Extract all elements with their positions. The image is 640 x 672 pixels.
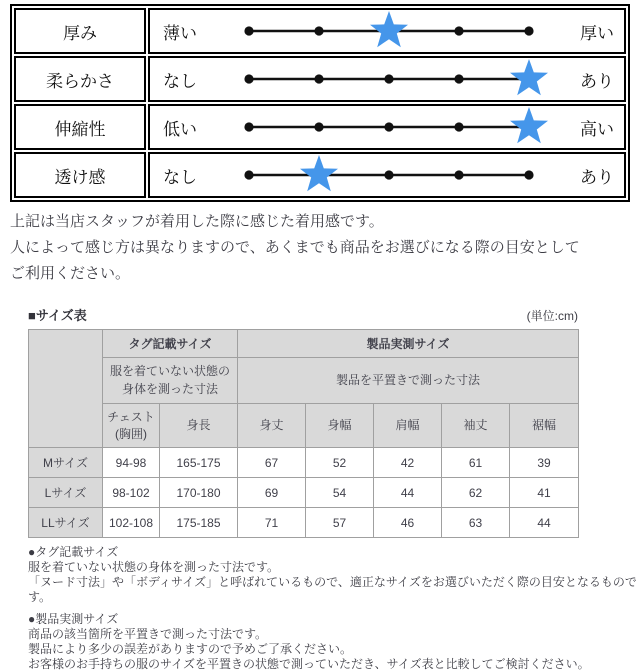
size-cell: 67	[238, 448, 306, 478]
size-cell: 94-98	[103, 448, 160, 478]
rating-dot	[384, 170, 393, 179]
rating-scale	[236, 106, 536, 148]
size-cell: 170-180	[160, 478, 238, 508]
rating-dot	[244, 170, 253, 179]
rating-dot	[454, 26, 463, 35]
measured-size-group-header: 製品実測サイズ	[238, 330, 579, 358]
note-heading: ●タグ記載サイズ	[28, 545, 119, 559]
feel-row-softness	[14, 56, 626, 102]
size-cell: 39	[510, 448, 579, 478]
scale-max-label: 厚い	[580, 23, 614, 43]
fit-note-line: ご利用ください。	[10, 265, 131, 282]
size-row-l	[29, 478, 579, 508]
col-header-chest: チェスト (胸囲)	[103, 404, 160, 448]
size-cell: 44	[374, 478, 442, 508]
fit-note-line: 人によって感じ方は異なりますので、あくまでも商品をお選びになる際の目安として	[10, 239, 580, 256]
rating-scale	[236, 154, 536, 196]
scale-min-label: なし	[163, 167, 197, 187]
rating-dot	[384, 122, 393, 131]
col-header-sleeve-length: 袖丈	[442, 404, 510, 448]
size-cell: 165-175	[160, 448, 238, 478]
note-line: お客様のお手持ちの服のサイズを平置きの状態で測っていただき、サイズ表と比較してご検討ください。	[28, 657, 590, 671]
rating-dot	[454, 74, 463, 83]
rating-dot	[454, 122, 463, 131]
size-cell: 42	[374, 448, 442, 478]
note-line: 製品により多少の誤差がありますので予めご了承ください。	[28, 642, 353, 656]
size-chart-unit: (単位:cm)	[526, 309, 578, 323]
col-header-body-width: 身幅	[306, 404, 374, 448]
scale-max-label: あり	[580, 167, 614, 187]
rating-scale	[236, 58, 536, 100]
scale-min-label: 低い	[163, 119, 197, 139]
rating-dot	[524, 26, 533, 35]
tag-size-subheader: 服を着ていない状態の身体を測った寸法	[103, 358, 238, 404]
scale-min-label: 薄い	[163, 23, 197, 43]
size-row-label: LLサイズ	[29, 508, 103, 538]
note-heading: ●製品実測サイズ	[28, 612, 119, 626]
col-header-height: 身長	[160, 404, 238, 448]
size-cell: 52	[306, 448, 374, 478]
size-cell: 102-108	[103, 508, 160, 538]
rating-dot	[244, 122, 253, 131]
rating-scale	[236, 10, 536, 52]
size-notes	[28, 545, 640, 672]
note-line: 商品の該当箇所を平置きで測った寸法です。	[28, 627, 268, 641]
rating-dot	[244, 74, 253, 83]
rating-dot	[314, 122, 323, 131]
rating-dot	[314, 74, 323, 83]
rating-dot	[314, 26, 323, 35]
size-cell: 62	[442, 478, 510, 508]
feel-attribute-label: 厚み	[14, 8, 146, 54]
col-header-hem-width: 裾幅	[510, 404, 579, 448]
size-row-label: Mサイズ	[29, 448, 103, 478]
rating-dot	[384, 74, 393, 83]
rating-star	[370, 11, 408, 47]
size-row-ll	[29, 508, 579, 538]
size-chart-table	[28, 329, 579, 538]
rating-dot	[244, 26, 253, 35]
fit-feel-table	[10, 4, 640, 202]
feel-row-thickness	[14, 8, 626, 54]
size-row-label: Lサイズ	[29, 478, 103, 508]
feel-row-sheerness	[14, 152, 626, 198]
rating-dot	[454, 170, 463, 179]
fit-note-line: 上記は当店スタッフが着用した際に感じた着用感です。	[10, 213, 384, 230]
note-line: 服を着ていない状態の身体を測った寸法です。	[28, 560, 280, 574]
col-header-body-length: 身丈	[238, 404, 306, 448]
size-cell: 44	[510, 508, 579, 538]
size-row-m	[29, 448, 579, 478]
size-cell: 61	[442, 448, 510, 478]
feel-row-stretch	[14, 104, 626, 150]
size-cell: 46	[374, 508, 442, 538]
rating-star	[300, 155, 338, 191]
size-chart-title: ■サイズ表	[28, 308, 87, 323]
size-table-corner-cell	[29, 330, 103, 448]
tag-size-group-header: タグ記載サイズ	[103, 330, 238, 358]
feel-attribute-label: 伸縮性	[14, 104, 146, 150]
rating-dot	[524, 170, 533, 179]
size-cell: 71	[238, 508, 306, 538]
feel-attribute-label: 柔らかさ	[14, 56, 146, 102]
measured-size-note	[28, 612, 640, 672]
size-cell: 57	[306, 508, 374, 538]
tag-size-note	[28, 545, 640, 605]
size-cell: 63	[442, 508, 510, 538]
note-line: 「ヌード寸法」や「ボディサイズ」と呼ばれているもので、適正なサイズをお選びいただく際の目安となるものです。	[28, 575, 637, 604]
size-cell: 69	[238, 478, 306, 508]
size-chart-section	[28, 305, 578, 538]
size-cell: 98-102	[103, 478, 160, 508]
feel-attribute-label: 透け感	[14, 152, 146, 198]
scale-min-label: なし	[163, 71, 197, 91]
fit-note-paragraph	[10, 209, 640, 287]
size-cell: 175-185	[160, 508, 238, 538]
measured-size-subheader: 製品を平置きで測った寸法	[238, 358, 579, 404]
scale-max-label: 高い	[580, 119, 614, 139]
size-cell: 54	[306, 478, 374, 508]
col-header-shoulder-width: 肩幅	[374, 404, 442, 448]
scale-max-label: あり	[580, 71, 614, 91]
size-cell: 41	[510, 478, 579, 508]
